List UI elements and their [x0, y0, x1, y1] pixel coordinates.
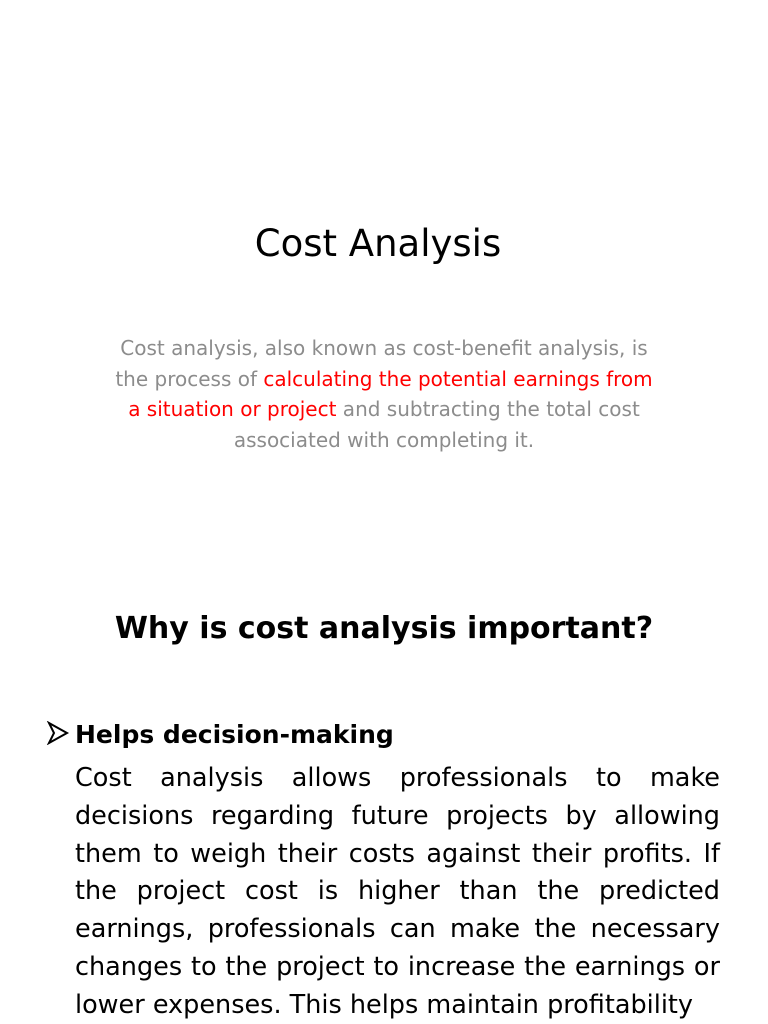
bullet-body: Cost analysis allows professionals to make decisions regarding future projects by allowing them to weigh their costs against their profits. If the project cost is higher than the predicted earnings, professionals can make the necessary changes to the project to increase the earnings or lower expenses. This helps maintain profitability: [75, 763, 720, 1020]
arrow-right-icon: [46, 721, 70, 745]
intro-highlight: calculating the potential earnings from a situation or project: [128, 366, 653, 421]
intro-paragraph: [108, 333, 660, 455]
intro-text-before: Cost analysis, also known as cost-benefit analysis, is the process of: [115, 336, 648, 391]
bullet-header: [46, 716, 726, 754]
page-title: Cost Analysis: [254, 222, 502, 265]
bullet-item: [46, 716, 726, 1024]
intro-text-after: and subtracting the total cost associated with completing it.: [233, 397, 640, 452]
section-heading: Why is cost analysis important?: [114, 611, 654, 646]
bullet-title: Helps decision-making: [75, 720, 394, 749]
